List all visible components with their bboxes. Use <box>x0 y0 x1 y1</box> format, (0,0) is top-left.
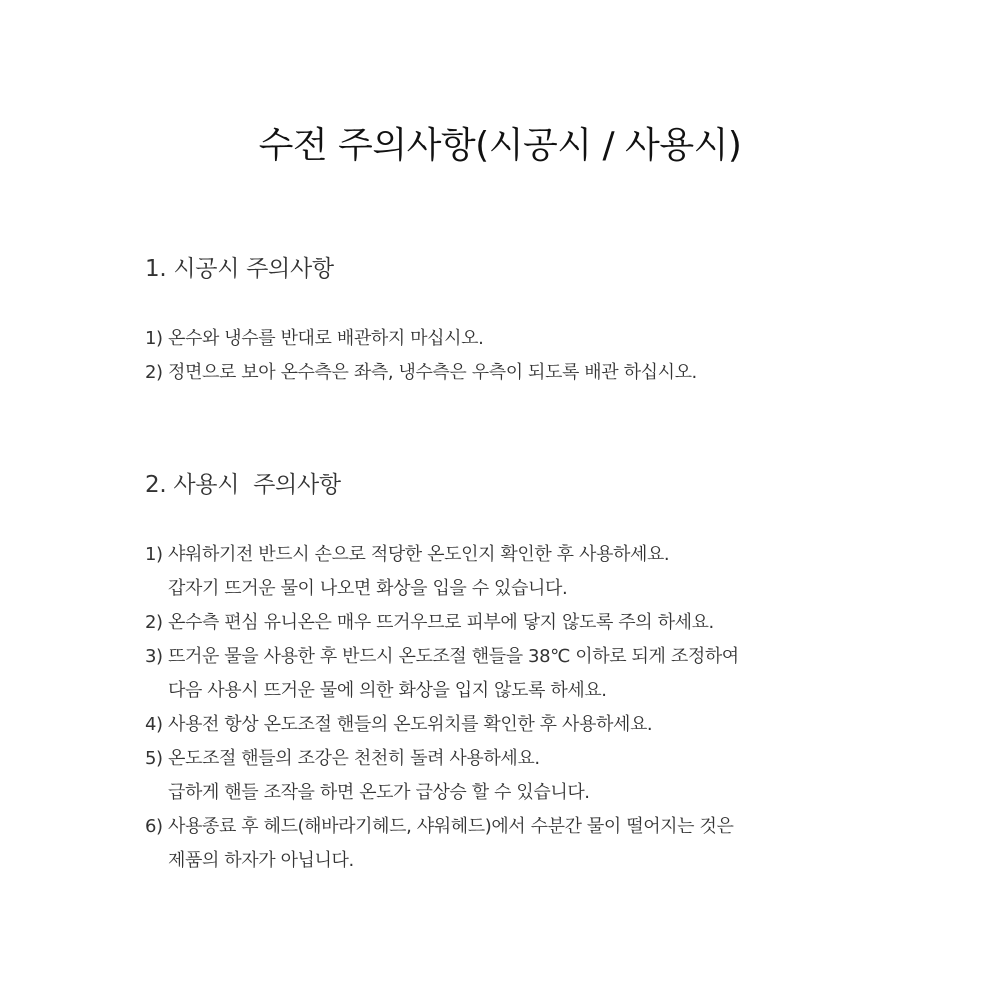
precaution-item: 4) 사용전 항상 온도조절 핸들의 온도위치를 확인한 후 사용하세요. <box>145 714 653 735</box>
precaution-item: 3) 뜨거운 물을 사용한 후 반드시 온도조절 핸들을 38℃ 이하로 되게 조정하여 <box>145 646 739 667</box>
installation-precautions-list <box>145 322 845 390</box>
section-heading-usage: 2. 사용시 주의사항 <box>145 472 341 498</box>
precaution-item: 1) 샤워하기전 반드시 손으로 적당한 온도인지 확인한 후 사용하세요. <box>145 544 670 565</box>
precaution-item: 6) 사용종료 후 헤드(해바라기헤드, 샤워헤드)에서 수분간 물이 떨어지는 것은 <box>145 816 734 837</box>
precaution-item-continuation: 제품의 하자가 아닙니다. <box>168 850 354 871</box>
precaution-item-continuation: 급하게 핸들 조작을 하면 온도가 급상승 할 수 있습니다. <box>168 782 590 803</box>
page-title: 수전 주의사항(시공시 / 사용시) <box>258 125 742 166</box>
precaution-item-continuation: 다음 사용시 뜨거운 물에 의한 화상을 입지 않도록 하세요. <box>168 680 607 701</box>
usage-precautions-section <box>145 466 845 878</box>
precaution-item-continuation: 갑자기 뜨거운 물이 나오면 화상을 입을 수 있습니다. <box>168 578 568 599</box>
usage-precautions-list <box>145 538 845 878</box>
precaution-item: 1) 온수와 냉수를 반대로 배관하지 마십시오. <box>145 328 484 349</box>
precaution-item: 2) 정면으로 보아 온수측은 좌측, 냉수측은 우측이 되도록 배관 하십시오. <box>145 362 697 383</box>
installation-precautions-section <box>145 250 845 390</box>
section-heading-installation: 1. 시공시 주의사항 <box>145 256 334 282</box>
precaution-item: 2) 온수측 편심 유니온은 매우 뜨거우므로 피부에 닿지 않도록 주의 하세요. <box>145 612 714 633</box>
precaution-item: 5) 온도조절 핸들의 조강은 천천히 돌려 사용하세요. <box>145 748 540 769</box>
